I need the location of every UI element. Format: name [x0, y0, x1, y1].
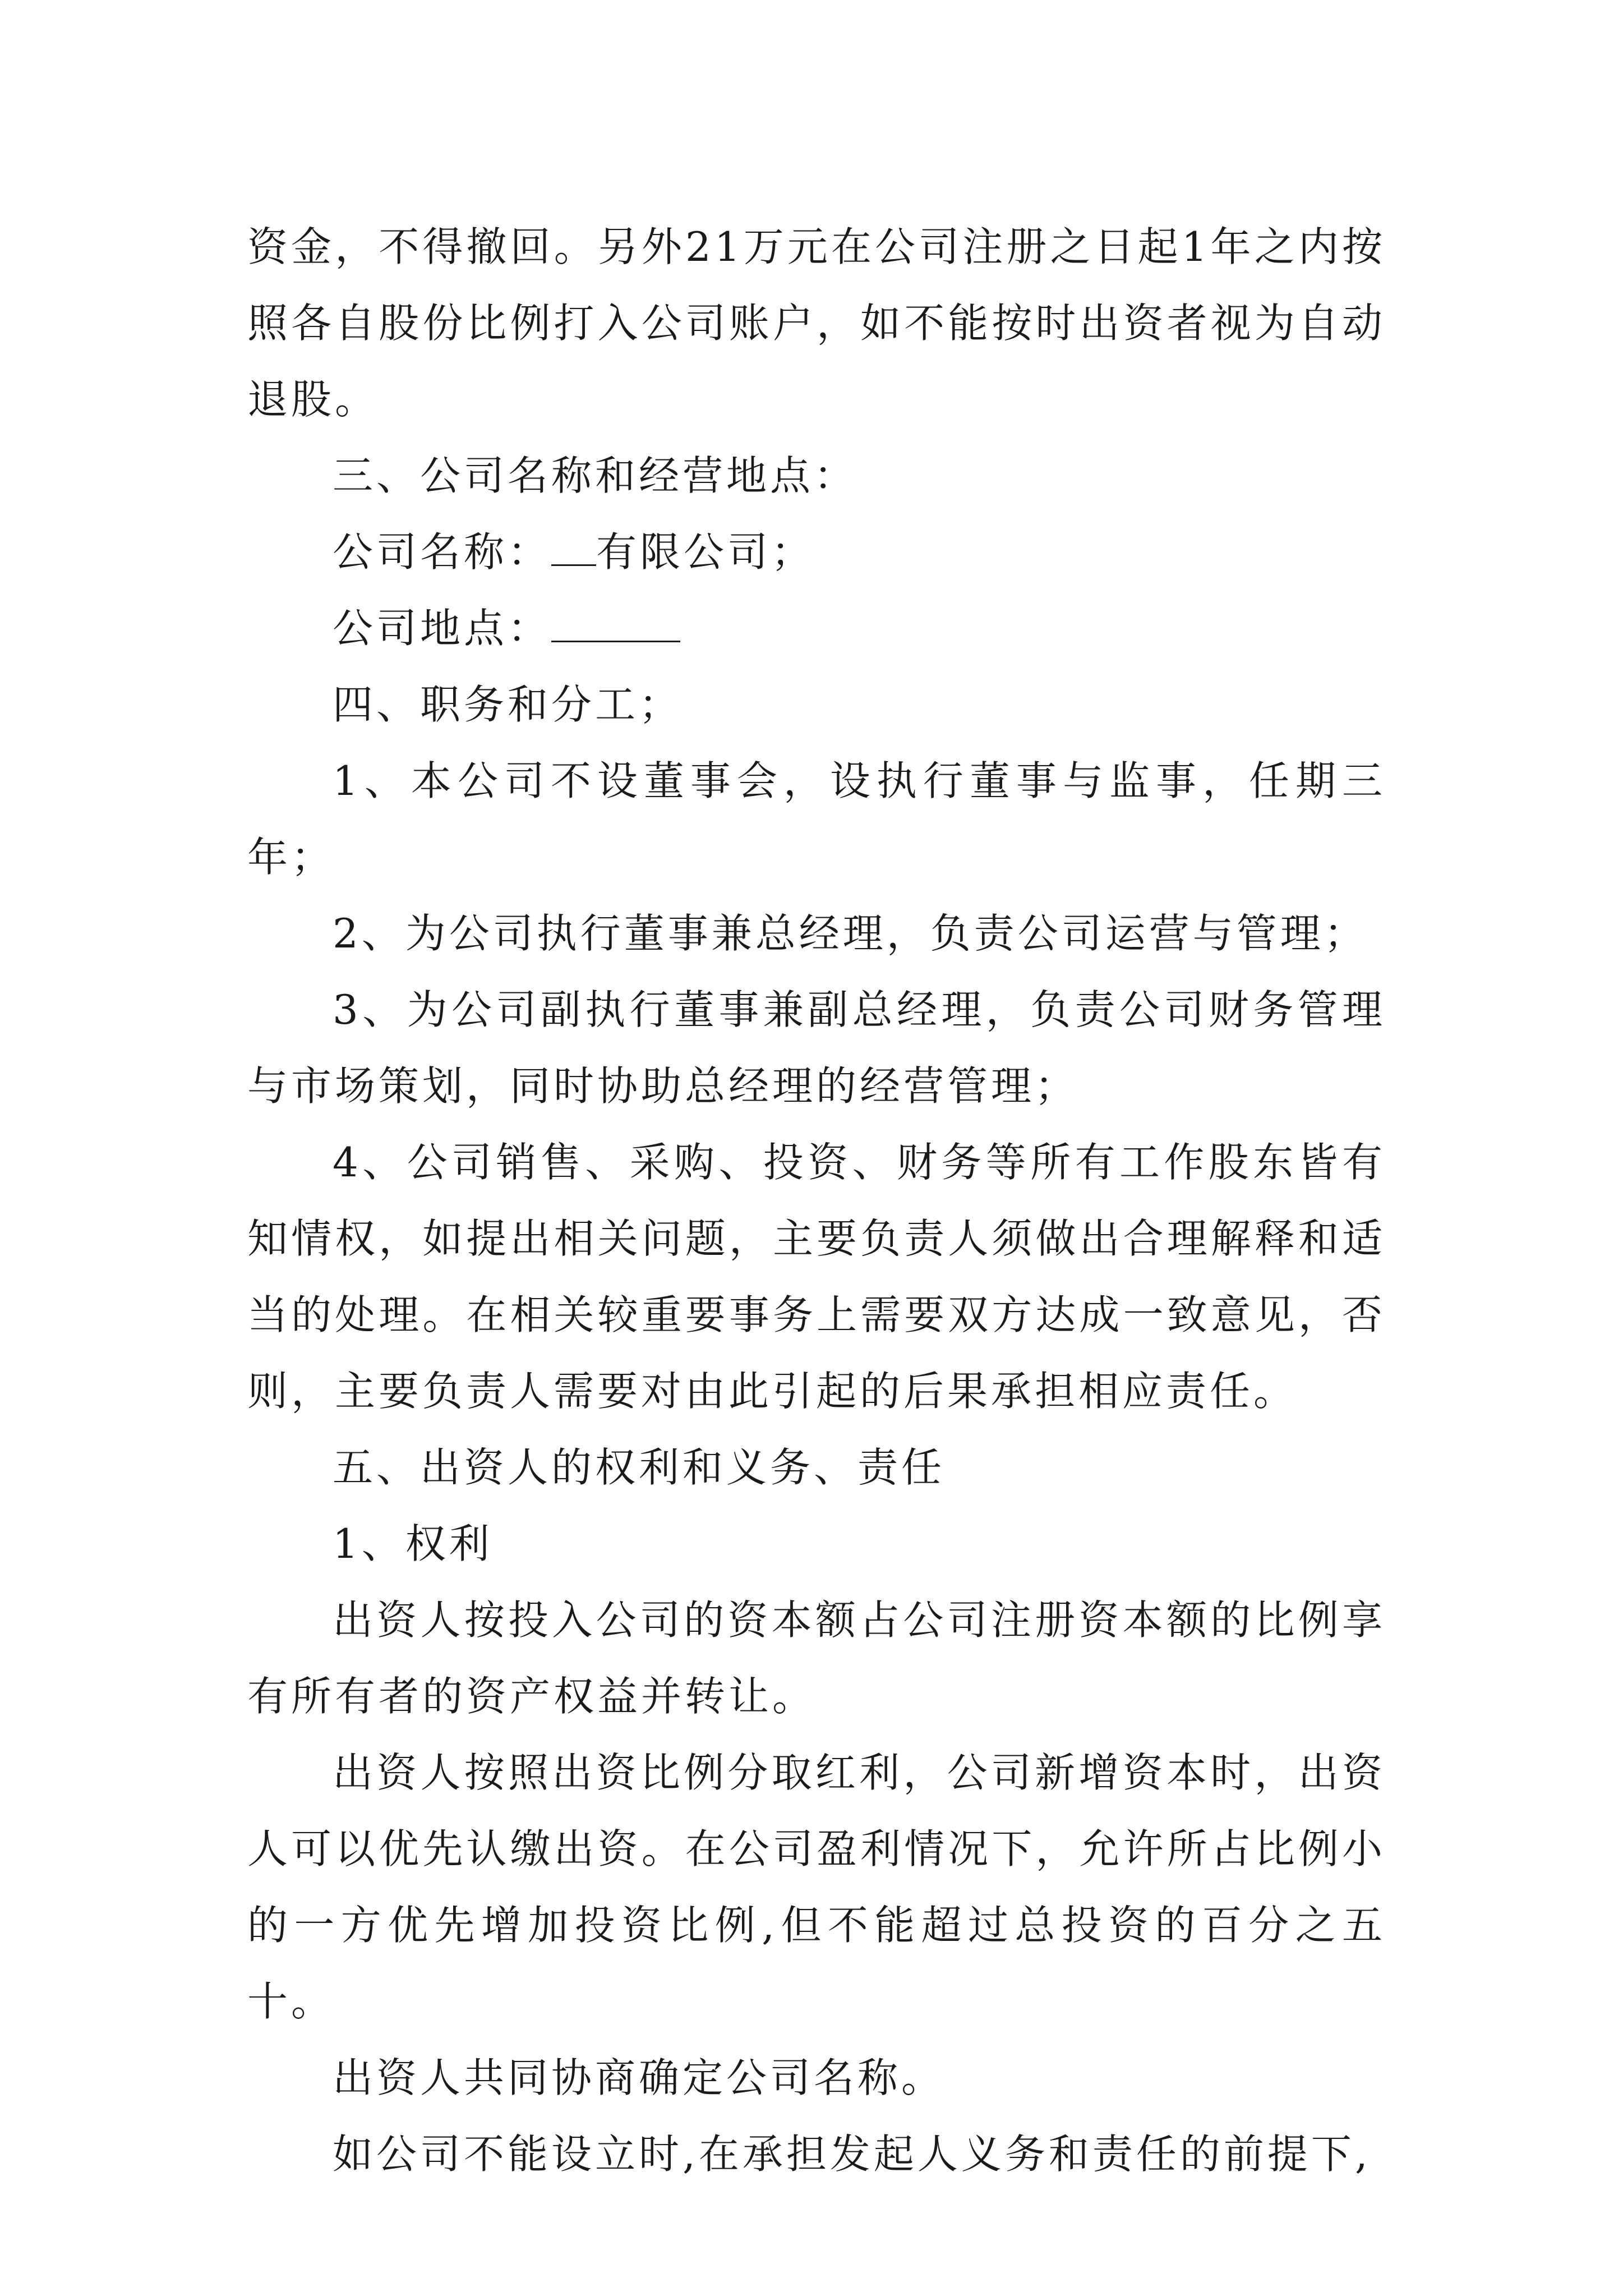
paragraph-duty-1: 1、本公司不设董事会，设执行董事与监事，任期三年；	[247, 757, 1386, 881]
document-body	[247, 209, 1386, 2192]
paragraph-duty-4: 4、公司销售、采购、投资、财务等所有工作股东皆有知情权，如提出相关问题，主要负责人须做出合理解释和适当的处理。在相关较重要事务上需要双方达成一致意见，否则，主要负责人需要对由此引起的后果承担相应责任。	[247, 1139, 1386, 1415]
paragraph-capital-contribution: 资金，不得撤回。另外21万元在公司注册之日起1年之内按照各自股份比例打入公司账户，如不能按时出资者视为自动退股。	[247, 223, 1386, 423]
paragraph-right-dividend: 出资人按照出资比例分取红利，公司新增资本时，出资人可以优先认缴出资。在公司盈利情况下，允许所占比例小的一方优先增加投资比例,但不能超过总投资的百分之五十。	[247, 1749, 1386, 2025]
heading-duties-division: 四、职务和分工；	[333, 681, 683, 728]
field-company-name	[247, 514, 1386, 590]
blank-company-name	[551, 530, 596, 566]
subheading-rights: 1、权利	[333, 1520, 493, 1567]
paragraph-right-equity: 出资人按投入公司的资本额占公司注册资本额的比例享有所有者的资产权益并转让。	[247, 1596, 1386, 1720]
field-company-location-label: 公司地点：	[333, 605, 552, 652]
paragraph-right-naming: 出资人共同协商确定公司名称。	[333, 2054, 946, 2101]
field-company-name-suffix: 有限公司；	[596, 528, 815, 576]
heading-investor-rights: 五、出资人的权利和义务、责任	[333, 1444, 946, 1491]
field-company-name-label: 公司名称：	[333, 528, 552, 576]
paragraph-right-establishment: 如公司不能设立时,在承担发起人义务和责任的前提下,	[333, 2131, 1371, 2178]
paragraph-duty-3: 3、为公司副执行董事兼副总经理，负责公司财务管理与市场策划，同时协助总经理的经营管理；	[247, 986, 1386, 1110]
paragraph-duty-2: 2、为公司执行董事兼总经理，负责公司运营与管理；	[333, 910, 1368, 957]
heading-company-name-location: 三、公司名称和经营地点：	[333, 452, 858, 499]
blank-company-location	[551, 606, 680, 642]
field-company-location	[247, 590, 1386, 666]
